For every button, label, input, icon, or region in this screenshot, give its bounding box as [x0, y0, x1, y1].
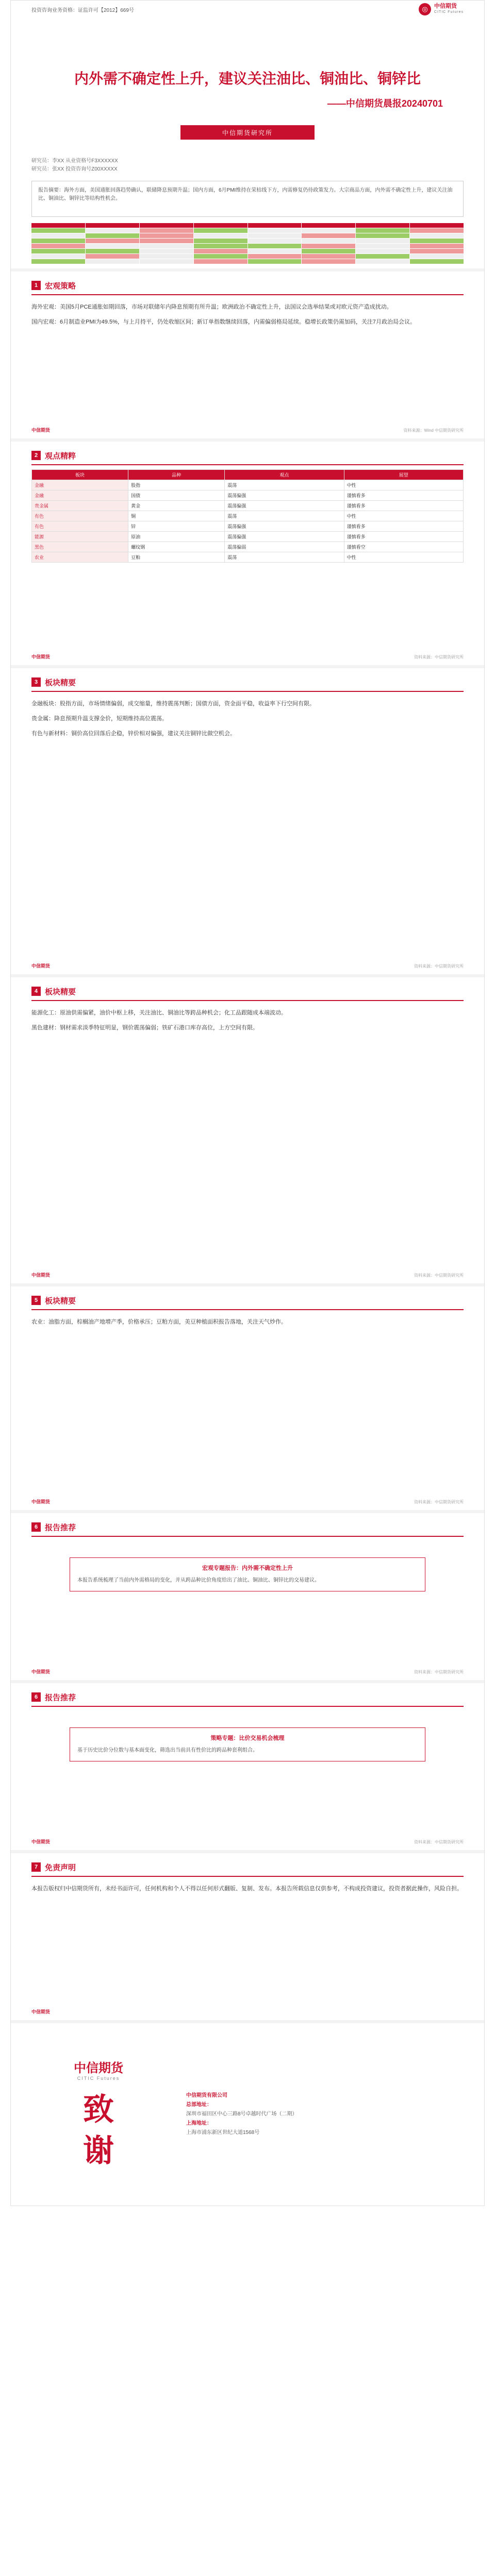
table-header: 品种 [128, 470, 225, 480]
contact-block [186, 2091, 298, 2138]
heatmap-cell [410, 239, 464, 243]
table-row [32, 521, 464, 532]
table-cell: 国债 [128, 490, 225, 501]
heatmap-cell [194, 233, 248, 238]
table-cell: 金融 [32, 490, 128, 501]
heatmap-cell [31, 223, 85, 228]
paragraph: 海外宏观：美国5月PCE通胀如期回落，市场对联储年内降息预期有所升温；欧洲政治不确定性上升，法国议会选举结果或对欧元资产造成扰动。 [31, 304, 392, 310]
heatmap-cell [356, 228, 409, 233]
heatmap-cell [86, 239, 139, 243]
slide-sector-2 [11, 974, 484, 1283]
heatmap-cell [356, 259, 409, 264]
institute-banner: 中信期货研究所 [180, 125, 315, 140]
table-header: 观点 [225, 470, 344, 480]
heatmap-cell [302, 249, 355, 253]
paragraph: 国内宏观：6月制造业PMI为49.5%，与上月持平，仍处收缩区间；新订单指数继续回落，内需偏弱格局延续。稳增长政策仍需加码，关注7月政治局会议。 [31, 319, 416, 325]
heatmap-cell [248, 254, 302, 259]
table-cell: 能源 [32, 532, 128, 542]
slide-sector-3 [11, 1283, 484, 1510]
heatmap-cell [194, 228, 248, 233]
table-cell: 农业 [32, 552, 128, 563]
table-cell: 震荡 [225, 511, 344, 521]
divider [31, 464, 464, 465]
recommend-title: 宏观专题报告：内外需不确定性上升 [202, 1565, 293, 1571]
table-cell: 螺纹钢 [128, 542, 225, 552]
heatmap-cell [194, 239, 248, 243]
top-bar [31, 1, 464, 18]
footer-logo: 中信期货 [31, 1273, 51, 1278]
table-cell: 震荡 [225, 480, 344, 490]
table-cell: 中性 [344, 552, 463, 563]
slide-macro [11, 268, 484, 438]
heatmap-cell [194, 254, 248, 259]
heatmap-cell [356, 239, 409, 243]
heatmap-cell [356, 233, 409, 238]
recommend-box [70, 1557, 425, 1591]
heatmap-cell [356, 254, 409, 259]
section-title: 宏观策略 [45, 281, 76, 291]
heatmap-cell [356, 249, 409, 253]
table-cell: 黄金 [128, 501, 225, 511]
section-number: 5 [31, 1296, 41, 1305]
analyst-list [31, 157, 464, 174]
heatmap-table [31, 223, 464, 264]
table-cell: 豆粕 [128, 552, 225, 563]
viewpoint-table [31, 469, 464, 563]
table-row [32, 511, 464, 521]
heatmap-cell [140, 259, 193, 264]
heatmap-cell [140, 223, 193, 228]
table-cell: 震荡偏强 [225, 501, 344, 511]
paragraph: 有色与新材料：铜价高位回落后企稳，锌价相对偏强，建议关注铜锌比做空机会。 [31, 731, 236, 737]
footer-source: 资料来源：中信期货研究所 [414, 1670, 464, 1674]
section-body [31, 1317, 464, 1327]
section-title: 观点精粹 [45, 451, 76, 461]
table-row [32, 532, 464, 542]
divider [31, 1309, 464, 1310]
heatmap-cell [31, 254, 85, 259]
table-cell: 锌 [128, 521, 225, 532]
divider [31, 1000, 464, 1001]
heatmap-cell [140, 244, 193, 248]
disclaimer-text: 本报告版权归中信期货所有，未经书面许可，任何机构和个人不得以任何形式翻版、复制、发布。本报告所载信息仅供参考，不构成投资建议，投资者据此操作，风险自担。 [31, 1886, 463, 1892]
heatmap-cell [302, 259, 355, 264]
thanks-char-2: 谢 [83, 2133, 114, 2168]
slide-viewpoints [11, 438, 484, 665]
heatmap-cell [140, 254, 193, 259]
footer-logo: 中信期货 [31, 654, 51, 659]
table-cell: 震荡 [225, 552, 344, 563]
heatmap-cell [248, 233, 302, 238]
section-title: 报告推荐 [45, 1693, 76, 1702]
paragraph: 贵金属：降息预期升温支撑金价，短期维持高位震荡。 [31, 716, 168, 722]
summary-box: 报告摘要：海外方面，美国通胀回落趋势确认，联储降息预期升温；国内方面，6月PMI维持在荣枯线下方，内需修复仍待政策发力。大宗商品方面，内外需不确定性上升，建议关注油比、铜油比、铜锌比等结构性机会。 [31, 181, 464, 217]
section-body [31, 699, 464, 739]
cover [11, 1, 484, 268]
table-cell: 原油 [128, 532, 225, 542]
heatmap-cell [86, 233, 139, 238]
table-cell: 中性 [344, 511, 463, 521]
footer-logo: 中信期货 [31, 1669, 51, 1674]
table-cell: 谨慎看多 [344, 490, 463, 501]
section-number: 6 [31, 1522, 41, 1532]
heatmap-cell [31, 259, 85, 264]
heatmap-cell [410, 254, 464, 259]
section-number: 4 [31, 987, 41, 996]
recommend-box [70, 1727, 425, 1761]
recommend-title: 策略专题：比价交易机会梳理 [210, 1735, 285, 1741]
slide-sector-1 [11, 665, 484, 974]
hq-address: 深圳市福田区中心三路8号卓越时代广场（二期） [186, 2111, 298, 2117]
recommend-text: 基于历史比价分位数与基本面变化，筛选出当前具有性价比的跨品种套利组合。 [77, 1748, 258, 1753]
table-row [32, 490, 464, 501]
hq-label: 总部地址： [186, 2102, 212, 2108]
table-cell: 中性 [344, 480, 463, 490]
paragraph: 农业：油脂方面，棕榈油产地增产季，价格承压；豆粕方面，美豆种植面积报告落地，关注天气炒作。 [31, 1319, 287, 1325]
footer-source: 资料来源：中信期货研究所 [414, 1273, 464, 1278]
heatmap-cell [248, 259, 302, 264]
heatmap-cell [302, 233, 355, 238]
section-title: 报告推荐 [45, 1523, 76, 1532]
heatmap-cell [140, 233, 193, 238]
analyst-item: 研究员：李XX 从业资格号F3XXXXXX [31, 158, 118, 164]
heatmap-cell [248, 244, 302, 248]
table-header: 板块 [32, 470, 128, 480]
paragraph: 金融板块：股指方面，市场情绪偏弱，成交缩量，维持震荡判断；国债方面，资金面平稳，收益率下行空间有限。 [31, 701, 315, 707]
heatmap-cell [86, 254, 139, 259]
footer-source: 资料来源：中信期货研究所 [414, 1500, 464, 1504]
report-page [10, 0, 485, 2206]
heatmap-cell [194, 244, 248, 248]
heatmap-cell [410, 259, 464, 264]
heatmap-cell [410, 233, 464, 238]
heatmap-cell [356, 223, 409, 228]
heatmap-cell [86, 259, 139, 264]
section-number: 2 [31, 451, 41, 460]
divider [31, 1706, 464, 1707]
table-cell: 股指 [128, 480, 225, 490]
heatmap-cell [140, 228, 193, 233]
table-row [32, 542, 464, 552]
divider [31, 1876, 464, 1877]
section-title: 板块精要 [45, 987, 76, 996]
divider [31, 691, 464, 692]
section-body [31, 302, 464, 327]
table-row [32, 501, 464, 511]
table-cell: 金融 [32, 480, 128, 490]
footer-source: 资料来源：Wind 中信期货研究所 [403, 428, 464, 433]
heatmap-cell [248, 223, 302, 228]
table-header: 展望 [344, 470, 463, 480]
table-cell: 谨慎看多 [344, 521, 463, 532]
thanks-logo-cn: 中信期货 [74, 2061, 123, 2075]
license-text: 投资咨询业务资格：证监许可【2012】669号 [31, 7, 134, 13]
table-cell: 震荡偏强 [225, 490, 344, 501]
heatmap-cell [31, 239, 85, 243]
section-number: 6 [31, 1692, 41, 1702]
heatmap-cell [302, 239, 355, 243]
thanks-char-1: 致 [83, 2092, 114, 2127]
table-cell: 黑色 [32, 542, 128, 552]
section-title: 板块精要 [45, 678, 76, 687]
table-row [32, 552, 464, 563]
heatmap-cell [86, 249, 139, 253]
footer-source: 资料来源：中信期货研究所 [414, 964, 464, 969]
footer-source: 资料来源：中信期货研究所 [414, 1840, 464, 1844]
heatmap-cell [140, 249, 193, 253]
heatmap-cell [31, 244, 85, 248]
footer-logo: 中信期货 [31, 1839, 51, 1844]
divider [31, 294, 464, 295]
section-number: 1 [31, 281, 41, 290]
heatmap-cell [248, 249, 302, 253]
heatmap-cell [248, 239, 302, 243]
heatmap-cell [86, 223, 139, 228]
heatmap-cell [302, 254, 355, 259]
thanks-page [11, 2020, 484, 2206]
section-title: 免责声明 [45, 1863, 76, 1872]
heatmap-cell [410, 244, 464, 248]
company-name: 中信期货有限公司 [186, 2093, 227, 2098]
footer-source: 资料来源：中信期货研究所 [414, 655, 464, 659]
section-title: 板块精要 [45, 1296, 76, 1306]
table-cell: 震荡偏弱 [225, 542, 344, 552]
table-cell: 谨慎看多 [344, 501, 463, 511]
footer-logo: 中信期货 [31, 428, 51, 433]
heatmap-cell [410, 223, 464, 228]
heatmap-cell [194, 223, 248, 228]
slide-recommend-2 [11, 1680, 484, 1850]
logo [419, 3, 464, 15]
sh-address: 上海市浦东新区世纪大道1568号 [186, 2130, 260, 2136]
citic-logo-icon: ◎ [419, 3, 431, 15]
report-title: 内外需不确定性上升，建议关注油比、铜油比、铜锌比 [74, 71, 421, 87]
table-cell: 贵金属 [32, 501, 128, 511]
paragraph: 能源化工：原油供需偏紧，油价中枢上移，关注油比、铜油比等跨品种机会；化工品跟随成本端波动。 [31, 1010, 287, 1016]
slide-recommend-1 [11, 1510, 484, 1680]
section-number: 3 [31, 677, 41, 687]
footer-logo: 中信期货 [31, 1499, 51, 1504]
table-cell: 震荡偏强 [225, 521, 344, 532]
recommend-text: 本报告系统梳理了当前内外需格局的变化，并从跨品种比价角度给出了油比、铜油比、铜锌比的交易建议。 [77, 1578, 320, 1583]
heatmap-cell [31, 228, 85, 233]
heatmap-cell [410, 228, 464, 233]
table-cell: 铜 [128, 511, 225, 521]
heatmap-cell [31, 233, 85, 238]
section-body [31, 1008, 464, 1033]
table-cell: 谨慎看空 [344, 542, 463, 552]
heatmap-cell [248, 228, 302, 233]
logo-en: CITIC Futures [434, 10, 464, 14]
logo-cn: 中信期货 [434, 3, 457, 9]
table-cell: 有色 [32, 511, 128, 521]
report-subtitle: ——中信期货晨报20240701 [327, 98, 443, 109]
heatmap-cell [356, 244, 409, 248]
heatmap-cell [302, 223, 355, 228]
table-row [32, 480, 464, 490]
footer-logo: 中信期货 [31, 963, 51, 969]
divider [31, 1536, 464, 1537]
heatmap-cell [86, 228, 139, 233]
heatmap-cell [86, 244, 139, 248]
heatmap-cell [194, 249, 248, 253]
table-cell: 谨慎看多 [344, 532, 463, 542]
heatmap-cell [140, 239, 193, 243]
footer-logo: 中信期货 [31, 2009, 51, 2014]
heatmap-cell [31, 249, 85, 253]
heatmap-cell [410, 249, 464, 253]
heatmap-cell [302, 228, 355, 233]
table-cell: 震荡偏强 [225, 532, 344, 542]
thanks-logo-en: CITIC Futures [77, 2075, 120, 2081]
sh-label: 上海地址： [186, 2121, 212, 2126]
heatmap-cell [194, 259, 248, 264]
section-number: 7 [31, 1862, 41, 1872]
slide-disclaimer [11, 1850, 484, 2020]
analyst-item: 研究员：张XX 投资咨询号Z00XXXXX [31, 166, 118, 172]
heatmap-cell [302, 244, 355, 248]
paragraph: 黑色建材：钢材需求淡季特征明显，钢价震荡偏弱；铁矿石港口库存高位，上方空间有限。 [31, 1025, 258, 1031]
table-cell: 有色 [32, 521, 128, 532]
